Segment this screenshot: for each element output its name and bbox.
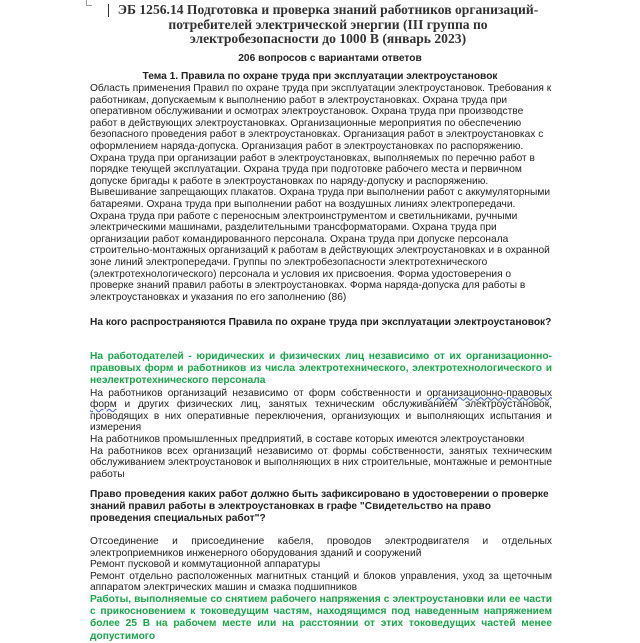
question-1[interactable]: На кого распространяются Правила по охране труда при эксплуатации электроустановок? [90, 317, 552, 328]
question-2[interactable]: Право проведения каких работ должно быть зафиксировано в удостоверении о проверке знаний правил работы в электроустановках в графе "Свидетельство на право проведения специальных работ"? [90, 489, 549, 525]
answer-correct[interactable]: На работодателей - юридических и физических лиц независимо от их организационно-правовых форм и работников из числа электротехнического, электротехнологического и неэлектротехнического персонала [90, 351, 552, 387]
topic-description[interactable]: Область применения Правил по охране труда при эксплуатации электроустановок. Требования к работникам, допускаемым к выполнению работ в электроустановках. Охрана труда при оперативном обслуживании и осмотрах электроустановок. Охрана труда при производстве работ в действующих электроустановках. Организационные мероприятия по обеспечению безопасного проведения работ в электроустановках. Организация работ в электроустановках с оформлением наряда-допуска. Организация работ в электроустановках по распоряжению. Охрана труда при организации работ в электроустановках, выполняемых по перечню работ в порядке текущей эксплуатации. Охрана труда при подготовке рабочего места и первичном допуске бригады к работе в электроустановках по наряду-допуску и распоряжению. Вывешивание запрещающих плакатов. Охрана труда при выполнении работ с аккумуляторными батареями. Охрана труда при выполнении работ на воздушных линиях электропередачи. Охрана труда при работе с переносным электроинструментом и светильниками, ручными электрическими машинами, разделительными трансформаторами. Охрана труда при организации работ командированного персонала. Охрана труда при допуске персонала строительно-монтажных организаций к работам в действующих электроустановках и в охранной зоне линий электропередачи. Группы по электробезопасности электротехнического (электротехнологического) персонала и условия их присвоения. Форма удостоверения о проверке знаний правил работы в электроустановках. Форма наряда-допуска для работы в электроустановках и указания по его заполнению (86) [90, 83, 552, 303]
document-subtitle[interactable]: 206 вопросов с вариантами ответов [238, 53, 422, 64]
question-2-answers [90, 536, 552, 643]
topic-heading[interactable]: Тема 1. Правила по охране труда при эксплуатации электроустановок [142, 71, 498, 82]
answer-option[interactable]: Ремонт отдельно расположенных магнитных станций и блоков управления, уход за щеточным аппаратом электрических машин и смазка подшипников [90, 570, 552, 594]
margin-corner-mark [86, 0, 92, 6]
answer-option[interactable] [90, 388, 552, 434]
document-title[interactable]: ЭБ 1256.14 Подготовка и проверка знаний работников организаций-потребителей электрической энергии (III группа по электробезопасности до 1000 В (январь 2023) [117, 2, 539, 47]
answer-option[interactable]: Ремонт пусковой и коммутационной аппаратуры [90, 559, 321, 571]
answer-option[interactable]: На работников всех организаций независимо от формы собственности, занятых техническим обслуживанием электроустановок и выполняющих в них строительные, монтажные и ремонтные работы [90, 445, 552, 480]
answer-correct[interactable]: Работы, выполняемые со снятием рабочего напряжения с электроустановки или ее части с прикосновением к токоведущим частям, находящимся под наведенным напряжением более 25 В на рабочем месте или на расстоянии от этих токоведущих частей менее допустимого [90, 593, 552, 642]
answer-text-start: На работников организаций независимо от форм собственности и [90, 387, 427, 399]
answer-option[interactable]: Отсоединение и присоединение кабеля, проводов электродвигателя и отдельных электроприемников инженерного оборудования зданий и сооружений [90, 536, 552, 559]
answer-text-end: и других физических лиц, занятых техническим обслуживанием электроустановок, проводящих в них оперативные переключения, организующих и выполняющих испытания и измерения [90, 399, 552, 434]
question-1-answers [90, 351, 552, 480]
spellcheck-word[interactable]: организационно-правовых форм [90, 387, 552, 411]
answer-option[interactable]: На работников промышленных предприятий, в составе которых имеются электроустановки [90, 433, 525, 445]
